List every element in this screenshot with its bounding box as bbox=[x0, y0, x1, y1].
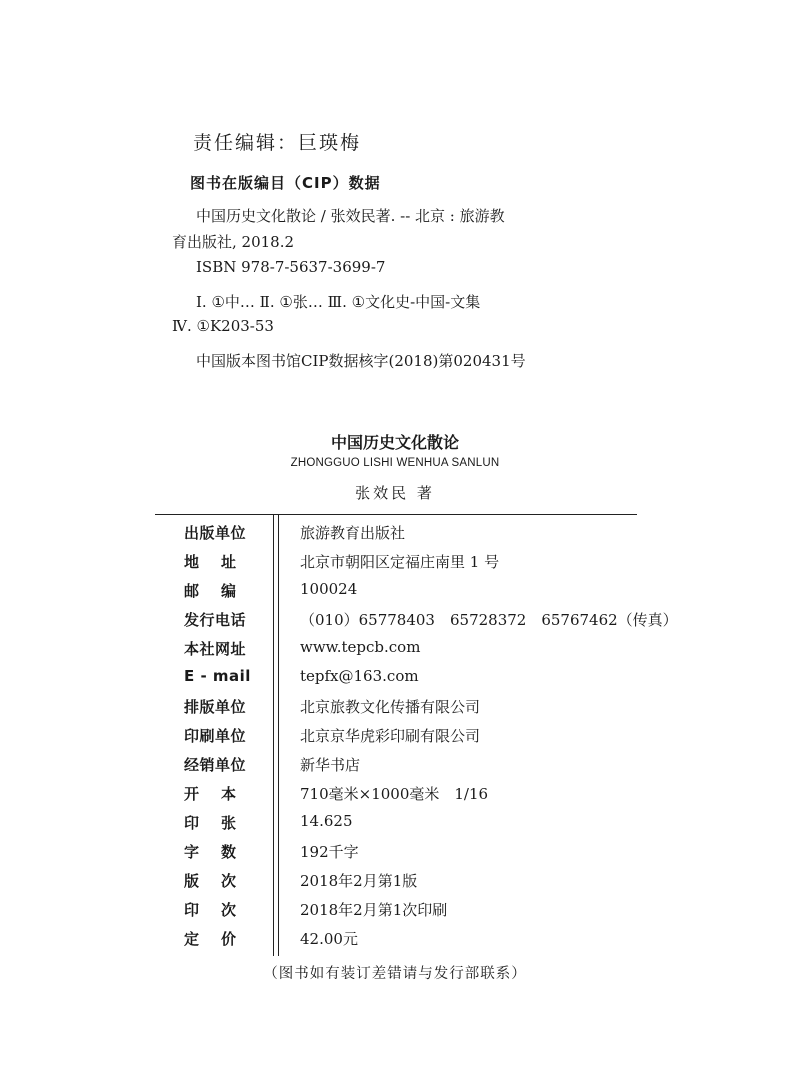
publication-info-row bbox=[160, 692, 640, 721]
table-top-rule bbox=[155, 514, 637, 515]
publication-info-row bbox=[160, 721, 640, 750]
publication-info-value: 14.625 bbox=[300, 812, 353, 830]
cip-record-number: 中国版本图书馆CIP数据核字(2018)第020431号 bbox=[196, 352, 526, 370]
publication-info-value: 北京旅教文化传播有限公司 bbox=[300, 698, 481, 716]
publication-info-row bbox=[160, 750, 640, 779]
book-title: 中国历史文化散论 bbox=[330, 433, 459, 452]
publication-info-row bbox=[160, 837, 640, 866]
publication-info-row bbox=[160, 576, 640, 605]
cip-isbn: ISBN 978-7-5637-3699-7 bbox=[196, 258, 386, 276]
publication-info-value: 旅游教育出版社 bbox=[300, 524, 406, 542]
publication-info-row bbox=[160, 605, 678, 634]
cip-entry-line-2: 育出版社, 2018.2 bbox=[172, 233, 295, 251]
publication-info-row bbox=[160, 547, 640, 576]
publication-info-value: （010）65778403 65728372 65767462（传真） bbox=[300, 611, 678, 629]
publication-info-label: 出版单位 bbox=[184, 524, 247, 542]
publication-info-label: 开 本 bbox=[184, 785, 236, 803]
publication-info-label: 印 次 bbox=[184, 901, 236, 919]
cip-classification-line-1: Ⅰ. ①中… Ⅱ. ①张… Ⅲ. ①文化史-中国-文集 bbox=[196, 293, 481, 311]
publication-info-value: 2018年2月第1次印刷 bbox=[300, 901, 448, 919]
publication-info-table bbox=[160, 518, 678, 953]
publication-info-label: 版 次 bbox=[184, 872, 236, 890]
publication-info-label: 发行电话 bbox=[184, 611, 247, 629]
footnote: （图书如有装订差错请与发行部联系） bbox=[263, 966, 527, 982]
publication-info-value: 100024 bbox=[300, 580, 358, 598]
publication-info-value: 北京市朝阳区定福庄南里 1 号 bbox=[300, 553, 500, 571]
publication-info-value: tepfx@163.com bbox=[300, 667, 419, 685]
publication-info-label: E - mail bbox=[184, 667, 251, 685]
publication-info-row bbox=[160, 866, 640, 895]
publication-info-row bbox=[160, 808, 640, 837]
publication-info-value: 710毫米×1000毫米 1/16 bbox=[300, 785, 489, 803]
book-pinyin-title: ZHONGGUO LISHI WENHUA SANLUN bbox=[290, 457, 500, 469]
publication-info-value: www.tepcb.com bbox=[300, 638, 421, 656]
publication-info-row bbox=[160, 924, 640, 953]
publication-info-label: 本社网址 bbox=[184, 640, 247, 658]
publication-info-row bbox=[160, 779, 640, 808]
publication-info-label: 字 数 bbox=[184, 843, 236, 861]
publication-info-label: 邮 编 bbox=[184, 582, 236, 600]
publication-info-value: 2018年2月第1版 bbox=[300, 872, 418, 890]
publication-info-label: 地 址 bbox=[184, 553, 236, 571]
cip-entry-line-1: 中国历史文化散论 / 张效民著. -- 北京 : 旅游教 bbox=[196, 207, 505, 225]
publication-info-label: 经销单位 bbox=[184, 756, 247, 774]
publication-info-value: 192千字 bbox=[300, 843, 359, 861]
publication-info-value: 42.00元 bbox=[300, 930, 358, 948]
publication-info-row bbox=[160, 634, 640, 663]
publication-info-label: 印刷单位 bbox=[184, 727, 247, 745]
editor-line: 责任编辑：巨瑛梅 bbox=[193, 132, 362, 154]
book-author: 张效民 著 bbox=[355, 484, 435, 502]
publication-info-row bbox=[160, 518, 640, 547]
cip-classification-line-2: Ⅳ. ①K203-53 bbox=[172, 317, 274, 335]
publication-info-value: 新华书店 bbox=[300, 756, 361, 774]
publication-info-label: 排版单位 bbox=[184, 698, 247, 716]
publication-info-label: 定 价 bbox=[184, 930, 236, 948]
publication-info-label: 印 张 bbox=[184, 814, 236, 832]
publication-info-row bbox=[160, 895, 640, 924]
publication-info-row bbox=[160, 663, 640, 692]
publication-info-value: 北京京华虎彩印刷有限公司 bbox=[300, 727, 481, 745]
cip-heading: 图书在版编目（CIP）数据 bbox=[190, 174, 381, 192]
